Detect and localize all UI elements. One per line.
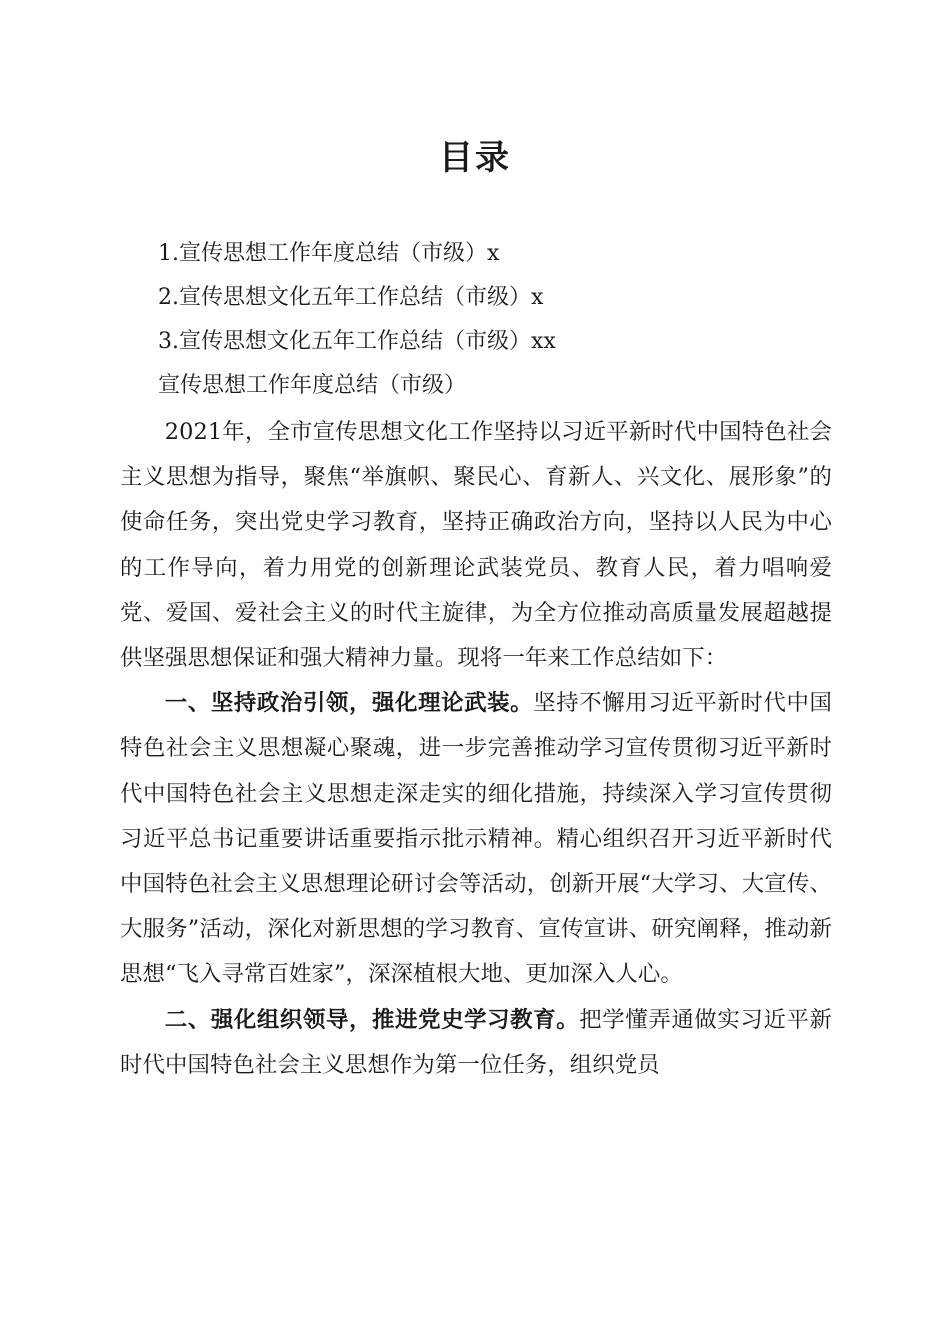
page-title: 目录 [439,138,511,178]
section-heading: 二、强化组织领导，推进党史学习教育。 [164,1006,580,1033]
paragraph-section-1 [120,681,832,997]
table-of-contents [158,232,858,408]
paragraph-text: 把学懂弄通做实习近平新时代中国特色社会主义思想作为第一位任务，组织党员 [120,1006,832,1078]
paragraph-text: 坚持不懈用习近平新时代中国特色社会主义思想凝心聚魂，进一步完善推动学习宣传贯彻习近平新时代中国特色社会主义思想走深走实的细化措施，持续深入学习宣传贯彻习近平总书记重要讲话重要指示批示精神。精心组织召开习近平新时代中国特色社会主义思想理论研讨会等活动，创新开展“大学习、大宣传、大服务”活动，深化对新思想的学习教育、宣传宣讲、研究阐释，推动新思想“飞入寻常百姓家”，深深植根大地、更加深入人心。 [120,690,832,988]
paragraph-section-2 [120,998,832,1088]
toc-item: 2.宣传思想文化五年工作总结（市级）x [158,285,544,310]
paragraph-intro [120,410,832,681]
body-text [120,410,832,1088]
section-heading: 一、坚持政治引领，强化理论武装。 [164,690,534,717]
toc-item: 1.宣传思想工作年度总结（市级）x [158,241,500,266]
paragraph-text: 2021年，全市宣传思想文化工作坚持以习近平新时代中国特色社会主义思想为指导，聚焦“举旗帜、聚民心、育新人、兴文化、展形象”的使命任务，突出党史学习教育，坚持正确政治方向，坚持以人民为中心的工作导向，着力用党的创新理论武装党员、教育人民，着力唱响爱党、爱国、爱社会主义的时代主旋律，为全方位推动高质量发展超越提供坚强思想保证和强大精神力量。现将一年来工作总结如下： [120,419,832,672]
toc-item: 宣传思想工作年度总结（市级） [158,373,467,398]
toc-item: 3.宣传思想文化五年工作总结（市级）xx [158,329,556,354]
